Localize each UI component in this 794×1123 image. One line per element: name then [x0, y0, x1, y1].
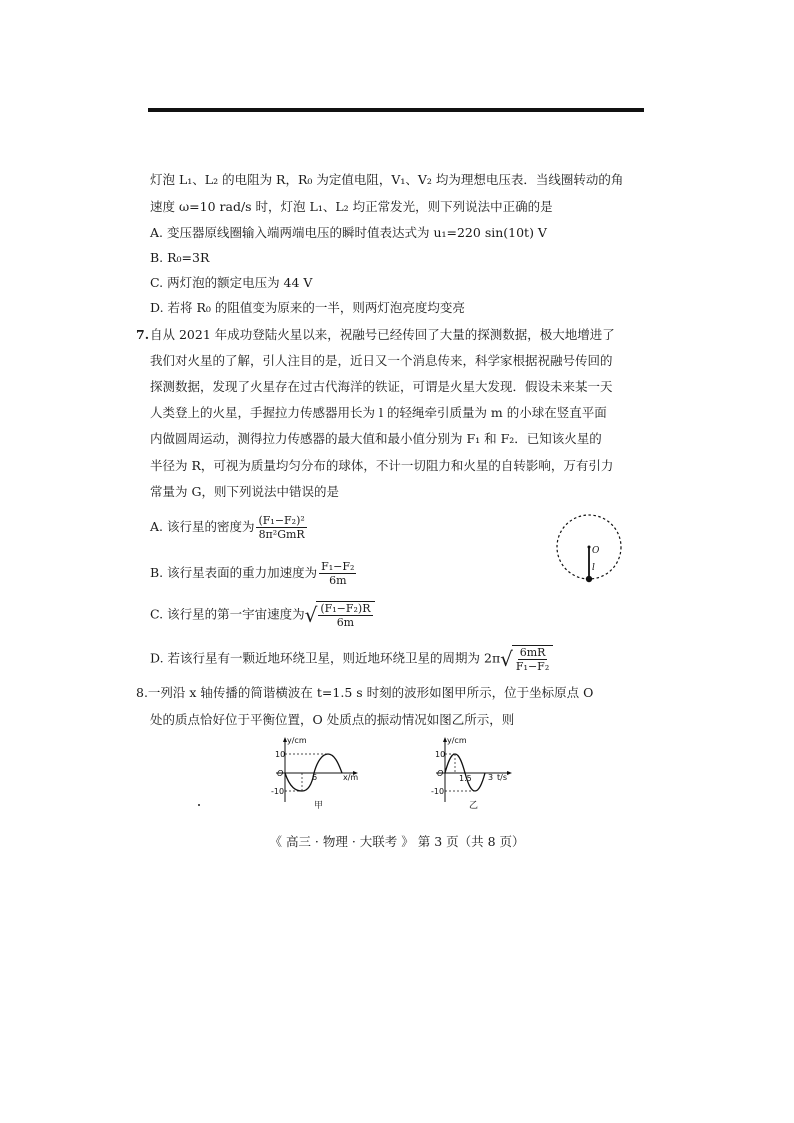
x-axis-label: t/s: [497, 773, 507, 782]
q7-option-c: [150, 601, 375, 629]
fraction-denominator: 6m: [336, 616, 355, 629]
q7-option-d: [150, 645, 553, 673]
q6-line1: 灯泡 L₁、L₂ 的电阻为 R，R₀ 为定值电阻，V₁、V₂ 均为理想电压表．当线圈转动的角: [150, 172, 624, 187]
x-axis-label: x/m: [343, 773, 359, 782]
x-tick-1: 1.5: [459, 774, 472, 783]
q7-option-d-fraction: [514, 646, 551, 673]
q7-option-a: [150, 514, 309, 541]
sqrt-symbol: √ $\frac{\text{(F₁−F₂)R}}{6m}$: [305, 601, 375, 629]
y-tick-min: -10: [271, 787, 285, 796]
q7-stem-line: 内做圆周运动，测得拉力传感器的最大值和最小值分别为 F₁ 和 F₂．已知该火星的: [150, 431, 602, 446]
q7-stem-line: 我们对火星的了解，引人注目的是，近日又一个消息传来，科学家根据祝融号传回的: [150, 353, 613, 368]
q6-option-c: C. 两灯泡的额定电压为 44 V: [150, 275, 313, 290]
x-tick-2: 3: [488, 773, 494, 782]
speck: [198, 804, 200, 806]
q7-stem-line: 半径为 R，可视为质量均匀分布的球体，不计一切阻力和火星的自转影响，万有引力: [150, 458, 614, 473]
y-axis-label: y/cm: [287, 736, 307, 745]
q6-line2: 速度 ω=10 rad/s 时，灯泡 L₁、L₂ 均正常发光，则下列说法中正确的是: [150, 199, 553, 214]
fraction-denominator: 8π²GmR: [258, 528, 305, 541]
y-axis-label: y/cm: [447, 736, 467, 745]
wave-graph-jia: [268, 736, 368, 812]
q8-line2: 处的质点恰好位于平衡位置，O 处质点的振动情况如图乙所示，则: [150, 712, 515, 727]
graph-caption: 乙: [469, 801, 479, 811]
q7-option-a-text: A. 该行星的密度为: [150, 519, 255, 534]
origin-label: O: [277, 769, 284, 778]
length-label: l: [592, 563, 595, 573]
origin-label: O: [437, 769, 444, 778]
y-tick-max: 10: [435, 750, 446, 759]
fraction-denominator: F₁−F₂: [515, 660, 550, 673]
page-footer: 《 高三 · 物理 · 大联考 》 第 3 页（共 8 页）: [269, 834, 525, 849]
q7-option-c-fraction: [318, 602, 372, 629]
fraction-numerator: (F₁−F₂)²: [258, 514, 305, 527]
y-tick-max: 10: [275, 750, 286, 759]
q7-option-a-fraction: [256, 514, 306, 541]
q6-option-b: B. R₀=3R: [150, 250, 210, 265]
fraction-numerator: 6mR: [519, 646, 546, 659]
y-tick-min: -10: [431, 787, 445, 796]
q7-option-b-text: B. 该行星表面的重力加速度为: [150, 565, 318, 580]
q7-number: 7.: [136, 327, 150, 342]
fraction-denominator: 6m: [329, 574, 347, 587]
graph-caption: 甲: [314, 801, 324, 811]
q8-line1: 8.一列沿 x 轴传播的简谐横波在 t=1.5 s 时刻的波形如图甲所示，位于坐标原点 O: [136, 685, 594, 700]
q7-stem-line: 自从 2021 年成功登陆火星以来，祝融号已经传回了大量的探测数据，极大地增进了: [150, 327, 615, 342]
q7-option-d-text: D. 若该行星有一颗近地环绕卫星，则近地环绕卫星的周期为 2π: [150, 650, 501, 666]
q7-stem-line: 常量为 G，则下列说法中错误的是: [150, 484, 339, 499]
q7-stem-line: 探测数据，发现了火星存在过古代海洋的铁证，可谓是火星大发现．假设未来某一天: [150, 379, 613, 394]
q7-option-b-fraction: [319, 560, 356, 587]
header-rule: [148, 108, 644, 112]
vibration-graph-yi: [428, 736, 528, 812]
q6-option-d: D. 若将 R₀ 的阻值变为原来的一半，则两灯泡亮度均变亮: [150, 300, 465, 315]
q6-option-a: A. 变压器原线圈输入端两端电压的瞬时值表达式为 u₁=220 sin(10t) V: [150, 225, 547, 240]
sqrt-symbol: √ $\frac{6mR}{\text{F₁−F₂}}$: [500, 645, 553, 673]
circular-motion-figure: [554, 510, 624, 585]
x-tick: 6: [312, 773, 318, 782]
x-axis-arrow: [507, 771, 512, 775]
ball: [586, 576, 592, 582]
q7-stem-line: 人类登上的火星，手握拉力传感器用长为 l 的轻绳牵引质量为 m 的小球在竖直平面: [150, 405, 607, 420]
fraction-numerator: (F₁−F₂)R: [320, 602, 371, 615]
fraction-numerator: F₁−F₂: [321, 560, 355, 573]
q7-option-b: [150, 560, 358, 587]
q7-option-c-text: C. 该行星的第一宇宙速度为: [150, 606, 305, 622]
center-label: O: [592, 546, 600, 556]
center-point: [588, 546, 591, 549]
